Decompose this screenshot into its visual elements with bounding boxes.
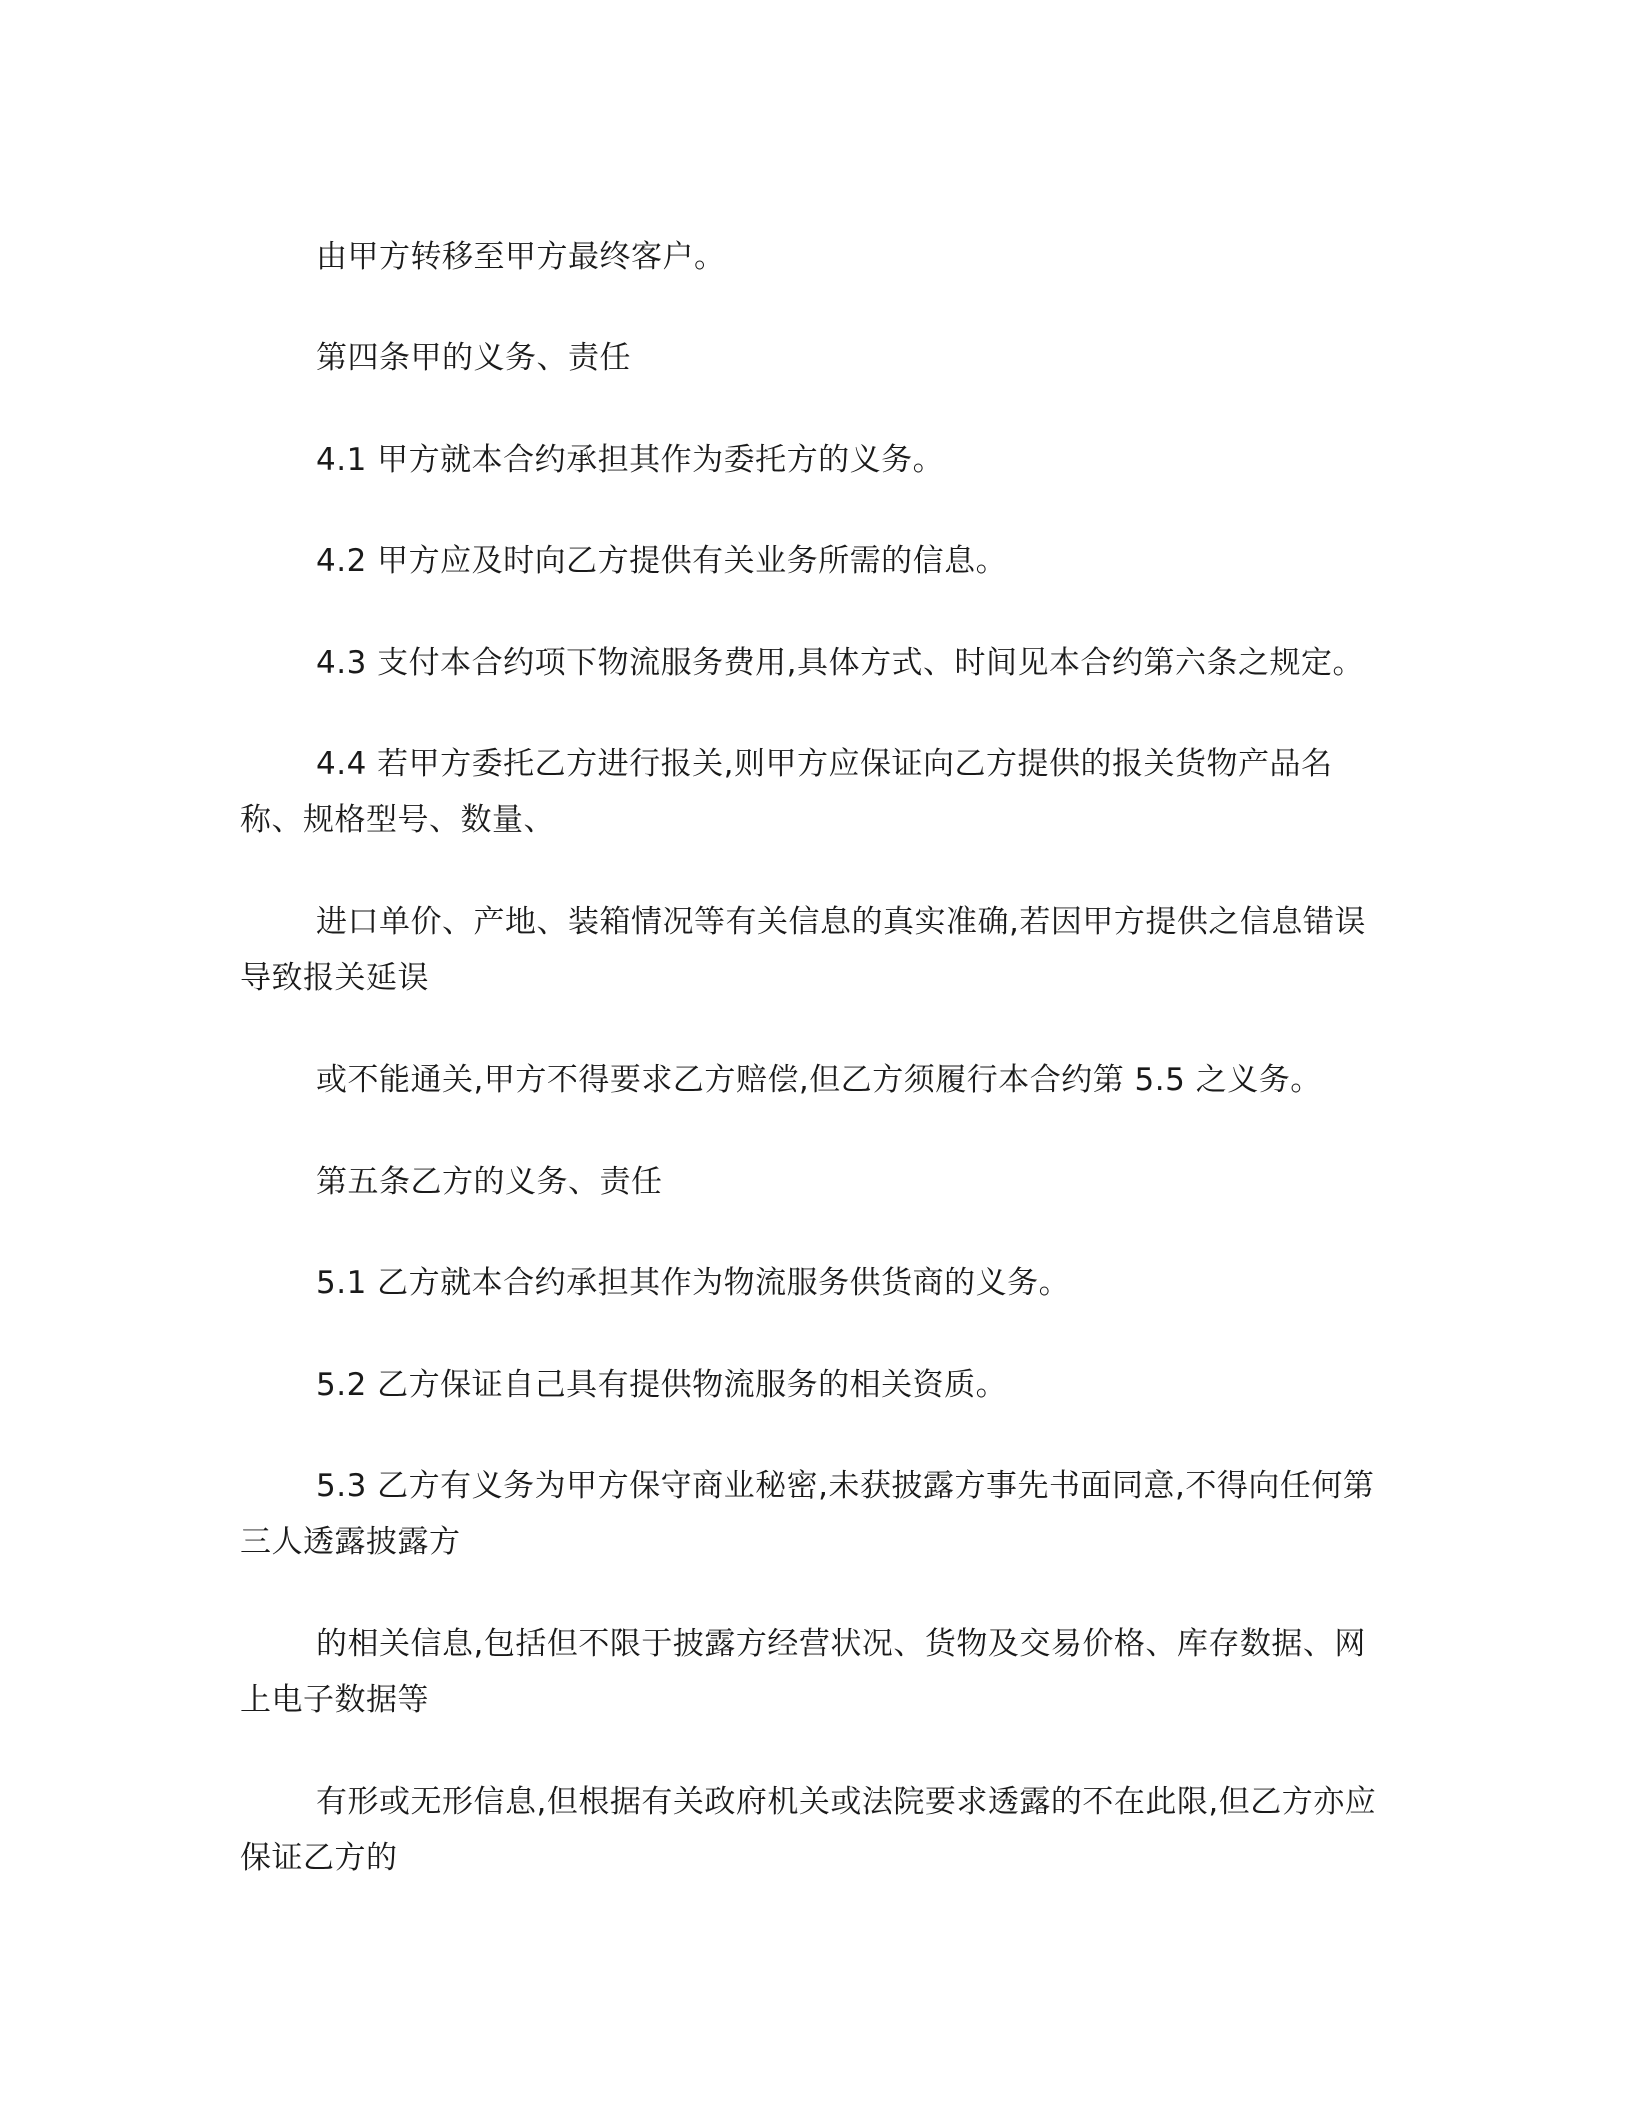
paragraph-line: 三人透露披露方	[240, 1524, 461, 1560]
paragraph-line: 称、规格型号、数量、	[240, 802, 555, 838]
paragraph-line: 保证乙方的	[240, 1840, 398, 1876]
paragraph-line: 4.4 若甲方委托乙方进行报关,则甲方应保证向乙方提供的报关货物产品名	[316, 746, 1333, 782]
paragraph-line: 导致报关延误	[240, 960, 429, 996]
article-heading: 第五条乙方的义务、责任	[316, 1164, 663, 1200]
paragraph-line: 4.2 甲方应及时向乙方提供有关业务所需的信息。	[316, 543, 1008, 579]
paragraph-line: 的相关信息,包括但不限于披露方经营状况、货物及交易价格、库存数据、网	[316, 1626, 1366, 1662]
paragraph-line: 上电子数据等	[240, 1682, 429, 1718]
paragraph-line: 有形或无形信息,但根据有关政府机关或法院要求透露的不在此限,但乙方亦应	[316, 1784, 1377, 1820]
paragraph-line: 5.2 乙方保证自己具有提供物流服务的相关资质。	[316, 1367, 1008, 1403]
paragraph-line: 5.1 乙方就本合约承担其作为物流服务供货商的义务。	[316, 1265, 1071, 1301]
paragraph-line: 5.3 乙方有义务为甲方保守商业秘密,未获披露方事先书面同意,不得向任何第	[316, 1468, 1375, 1504]
paragraph-line: 由甲方转移至甲方最终客户。	[316, 239, 726, 275]
article-heading: 第四条甲的义务、责任	[316, 340, 631, 376]
paragraph-line: 进口单价、产地、装箱情况等有关信息的真实准确,若因甲方提供之信息错误	[316, 904, 1366, 940]
paragraph-line: 或不能通关,甲方不得要求乙方赔偿,但乙方须履行本合约第 5.5 之义务。	[316, 1062, 1322, 1098]
paragraph-line: 4.3 支付本合约项下物流服务费用,具体方式、时间见本合约第六条之规定。	[316, 645, 1365, 681]
paragraph-line: 4.1 甲方就本合约承担其作为委托方的义务。	[316, 442, 945, 478]
